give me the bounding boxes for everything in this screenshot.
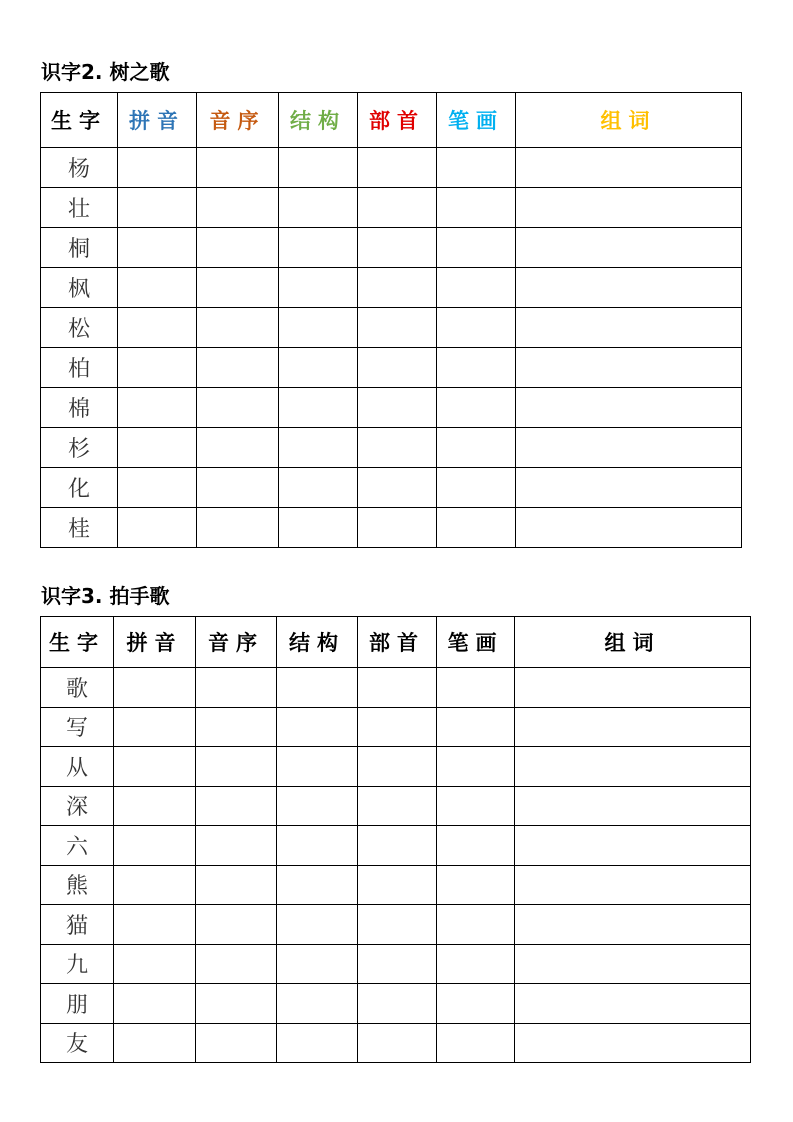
pinyin-answer-cell[interactable] <box>114 786 196 826</box>
header-strokes: 笔画 <box>437 93 516 148</box>
character-cell: 九 <box>41 944 114 984</box>
table-row <box>41 865 751 905</box>
words-answer-cell[interactable] <box>516 148 742 188</box>
pinyin-answer-cell[interactable] <box>118 348 197 388</box>
table-row <box>41 1023 751 1063</box>
table-row <box>41 428 742 468</box>
structure-answer-cell[interactable] <box>277 1023 358 1063</box>
structure-answer-cell[interactable] <box>277 865 358 905</box>
radical-answer-cell[interactable] <box>358 905 437 945</box>
pinyin-answer-cell[interactable] <box>118 508 197 548</box>
words-answer-cell[interactable] <box>516 268 742 308</box>
order-answer-cell[interactable] <box>197 388 279 428</box>
order-answer-cell[interactable] <box>196 984 277 1024</box>
section-title: 识字2. 树之歌 <box>41 60 170 84</box>
structure-answer-cell[interactable] <box>277 786 358 826</box>
order-answer-cell[interactable] <box>196 1023 277 1063</box>
pinyin-answer-cell[interactable] <box>114 944 196 984</box>
character-cell: 枫 <box>41 268 118 308</box>
pinyin-answer-cell[interactable] <box>114 747 196 787</box>
radical-answer-cell[interactable] <box>358 468 437 508</box>
character-cell: 猫 <box>41 905 114 945</box>
words-answer-cell[interactable] <box>515 826 751 866</box>
structure-answer-cell[interactable] <box>279 508 358 548</box>
character-cell: 化 <box>41 468 118 508</box>
pinyin-answer-cell[interactable] <box>114 984 196 1024</box>
radical-answer-cell[interactable] <box>358 148 437 188</box>
structure-answer-cell[interactable] <box>279 468 358 508</box>
header-words: 组词 <box>516 93 742 148</box>
structure-answer-cell[interactable] <box>279 308 358 348</box>
radical-answer-cell[interactable] <box>358 786 437 826</box>
pinyin-answer-cell[interactable] <box>118 228 197 268</box>
order-answer-cell[interactable] <box>197 268 279 308</box>
table-row <box>41 707 751 747</box>
order-answer-cell[interactable] <box>197 348 279 388</box>
structure-answer-cell[interactable] <box>277 826 358 866</box>
order-answer-cell[interactable] <box>196 944 277 984</box>
words-answer-cell[interactable] <box>515 707 751 747</box>
order-answer-cell[interactable] <box>197 468 279 508</box>
character-cell: 从 <box>41 747 114 787</box>
order-answer-cell[interactable] <box>196 747 277 787</box>
radical-answer-cell[interactable] <box>358 944 437 984</box>
words-answer-cell[interactable] <box>516 468 742 508</box>
pinyin-answer-cell[interactable] <box>114 905 196 945</box>
order-answer-cell[interactable] <box>197 148 279 188</box>
header-pinyin: 拼音 <box>118 93 197 148</box>
strokes-answer-cell[interactable] <box>437 228 516 268</box>
strokes-answer-cell[interactable] <box>437 308 516 348</box>
words-answer-cell[interactable] <box>515 668 751 708</box>
strokes-answer-cell[interactable] <box>437 826 515 866</box>
character-cell: 熊 <box>41 865 114 905</box>
radical-answer-cell[interactable] <box>358 308 437 348</box>
radical-answer-cell[interactable] <box>358 826 437 866</box>
table-row <box>41 826 751 866</box>
character-table <box>40 92 742 548</box>
strokes-answer-cell[interactable] <box>437 1023 515 1063</box>
radical-answer-cell[interactable] <box>358 747 437 787</box>
words-answer-cell[interactable] <box>515 1023 751 1063</box>
order-answer-cell[interactable] <box>197 428 279 468</box>
header-order: 音序 <box>197 93 279 148</box>
order-answer-cell[interactable] <box>196 707 277 747</box>
order-answer-cell[interactable] <box>196 786 277 826</box>
strokes-answer-cell[interactable] <box>437 984 515 1024</box>
pinyin-answer-cell[interactable] <box>118 468 197 508</box>
character-cell: 松 <box>41 308 118 348</box>
radical-answer-cell[interactable] <box>358 188 437 228</box>
order-answer-cell[interactable] <box>196 865 277 905</box>
structure-answer-cell[interactable] <box>279 148 358 188</box>
words-answer-cell[interactable] <box>516 388 742 428</box>
order-answer-cell[interactable] <box>197 228 279 268</box>
strokes-answer-cell[interactable] <box>437 508 516 548</box>
character-cell: 柏 <box>41 348 118 388</box>
strokes-answer-cell[interactable] <box>437 944 515 984</box>
words-answer-cell[interactable] <box>515 944 751 984</box>
header-char: 生字 <box>41 93 118 148</box>
strokes-answer-cell[interactable] <box>437 668 515 708</box>
order-answer-cell[interactable] <box>196 826 277 866</box>
structure-answer-cell[interactable] <box>279 228 358 268</box>
pinyin-answer-cell[interactable] <box>118 428 197 468</box>
table-row <box>41 984 751 1024</box>
pinyin-answer-cell[interactable] <box>114 826 196 866</box>
radical-answer-cell[interactable] <box>358 268 437 308</box>
header-order: 音序 <box>196 617 277 668</box>
order-answer-cell[interactable] <box>196 668 277 708</box>
header-structure: 结构 <box>277 617 358 668</box>
structure-answer-cell[interactable] <box>277 707 358 747</box>
words-answer-cell[interactable] <box>515 786 751 826</box>
order-answer-cell[interactable] <box>197 308 279 348</box>
pinyin-answer-cell[interactable] <box>118 188 197 228</box>
header-words: 组词 <box>515 617 751 668</box>
pinyin-answer-cell[interactable] <box>114 668 196 708</box>
character-cell: 朋 <box>41 984 114 1024</box>
strokes-answer-cell[interactable] <box>437 268 516 308</box>
pinyin-answer-cell[interactable] <box>118 148 197 188</box>
radical-answer-cell[interactable] <box>358 428 437 468</box>
character-cell: 桂 <box>41 508 118 548</box>
character-cell: 友 <box>41 1023 114 1063</box>
table-row <box>41 268 742 308</box>
radical-answer-cell[interactable] <box>358 348 437 388</box>
table-row <box>41 468 742 508</box>
header-radical: 部首 <box>358 617 437 668</box>
header-char: 生字 <box>41 617 114 668</box>
table-row <box>41 348 742 388</box>
radical-answer-cell[interactable] <box>358 388 437 428</box>
structure-answer-cell[interactable] <box>279 388 358 428</box>
radical-answer-cell[interactable] <box>358 668 437 708</box>
pinyin-answer-cell[interactable] <box>114 707 196 747</box>
table-row <box>41 668 751 708</box>
order-answer-cell[interactable] <box>197 508 279 548</box>
table-row <box>41 188 742 228</box>
character-cell: 写 <box>41 707 114 747</box>
table-row <box>41 905 751 945</box>
character-cell: 六 <box>41 826 114 866</box>
words-answer-cell[interactable] <box>516 228 742 268</box>
character-cell: 杉 <box>41 428 118 468</box>
table-row <box>41 388 742 428</box>
structure-answer-cell[interactable] <box>279 188 358 228</box>
words-answer-cell[interactable] <box>516 308 742 348</box>
table-row <box>41 308 742 348</box>
structure-answer-cell[interactable] <box>277 905 358 945</box>
table-header-row <box>41 93 742 148</box>
radical-answer-cell[interactable] <box>358 707 437 747</box>
structure-answer-cell[interactable] <box>277 668 358 708</box>
table-row <box>41 228 742 268</box>
radical-answer-cell[interactable] <box>358 1023 437 1063</box>
strokes-answer-cell[interactable] <box>437 905 515 945</box>
strokes-answer-cell[interactable] <box>437 747 515 787</box>
radical-answer-cell[interactable] <box>358 984 437 1024</box>
words-answer-cell[interactable] <box>515 984 751 1024</box>
radical-answer-cell[interactable] <box>358 228 437 268</box>
strokes-answer-cell[interactable] <box>437 188 516 228</box>
strokes-answer-cell[interactable] <box>437 428 516 468</box>
structure-answer-cell[interactable] <box>277 747 358 787</box>
character-cell: 杨 <box>41 148 118 188</box>
table-header-row <box>41 617 751 668</box>
header-structure: 结构 <box>279 93 358 148</box>
header-strokes: 笔画 <box>437 617 515 668</box>
pinyin-answer-cell[interactable] <box>118 388 197 428</box>
section-title: 识字3. 拍手歌 <box>41 584 170 608</box>
character-cell: 桐 <box>41 228 118 268</box>
pinyin-answer-cell[interactable] <box>114 1023 196 1063</box>
order-answer-cell[interactable] <box>197 188 279 228</box>
character-cell: 棉 <box>41 388 118 428</box>
strokes-answer-cell[interactable] <box>437 468 516 508</box>
table-row <box>41 508 742 548</box>
strokes-answer-cell[interactable] <box>437 786 515 826</box>
structure-answer-cell[interactable] <box>279 268 358 308</box>
table-row <box>41 148 742 188</box>
character-table <box>40 616 751 1063</box>
table-row <box>41 747 751 787</box>
order-answer-cell[interactable] <box>196 905 277 945</box>
table-row <box>41 786 751 826</box>
structure-answer-cell[interactable] <box>279 428 358 468</box>
structure-answer-cell[interactable] <box>277 944 358 984</box>
character-cell: 壮 <box>41 188 118 228</box>
structure-answer-cell[interactable] <box>279 348 358 388</box>
strokes-answer-cell[interactable] <box>437 865 515 905</box>
words-answer-cell[interactable] <box>516 348 742 388</box>
words-answer-cell[interactable] <box>515 747 751 787</box>
header-pinyin: 拼音 <box>114 617 196 668</box>
strokes-answer-cell[interactable] <box>437 388 516 428</box>
header-radical: 部首 <box>358 93 437 148</box>
words-answer-cell[interactable] <box>515 905 751 945</box>
radical-answer-cell[interactable] <box>358 865 437 905</box>
strokes-answer-cell[interactable] <box>437 348 516 388</box>
words-answer-cell[interactable] <box>515 865 751 905</box>
pinyin-answer-cell[interactable] <box>118 308 197 348</box>
strokes-answer-cell[interactable] <box>437 707 515 747</box>
radical-answer-cell[interactable] <box>358 508 437 548</box>
words-answer-cell[interactable] <box>516 188 742 228</box>
words-answer-cell[interactable] <box>516 508 742 548</box>
pinyin-answer-cell[interactable] <box>118 268 197 308</box>
pinyin-answer-cell[interactable] <box>114 865 196 905</box>
character-cell: 深 <box>41 786 114 826</box>
strokes-answer-cell[interactable] <box>437 148 516 188</box>
character-cell: 歌 <box>41 668 114 708</box>
words-answer-cell[interactable] <box>516 428 742 468</box>
structure-answer-cell[interactable] <box>277 984 358 1024</box>
table-row <box>41 944 751 984</box>
